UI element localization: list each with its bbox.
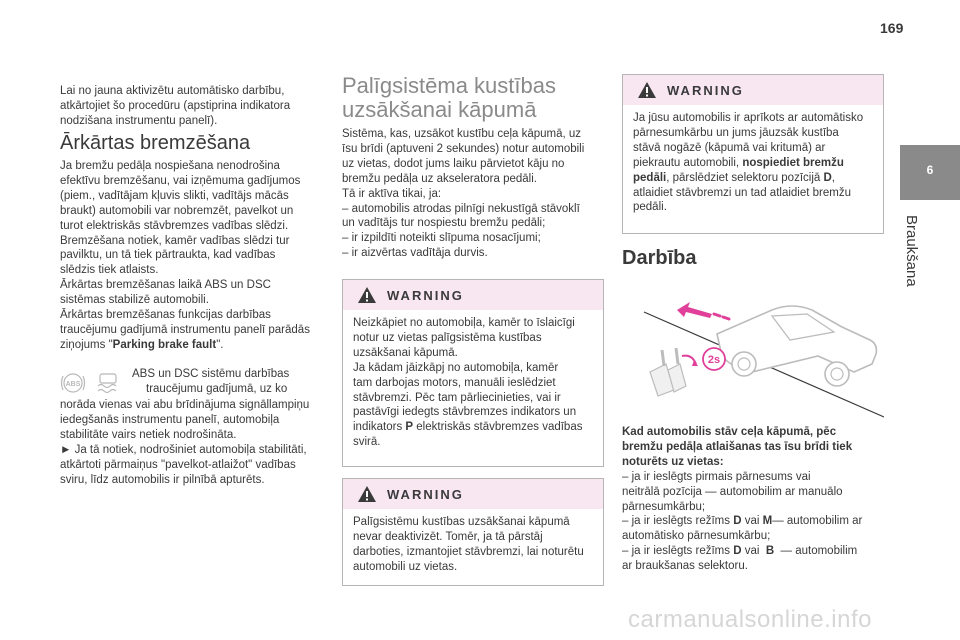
text-line: svirā. [353,436,381,449]
fault-prefix: ziņojums " [60,338,113,351]
warning-header [343,280,603,310]
text-line: traucējumu gadījumā instrumentu panelī parādās [60,323,310,336]
text-line: bremžu pedāļa atlaišanas tas īsu brīdi tiek [622,440,853,453]
text-line: pastāvīgi iedegts stāvbremzes indikators un [353,406,577,419]
text-line: darboties, izmantojiet stāvbremzi, lai noturētu [353,545,584,558]
text-fragment: elektriskās stāvbremzes vadības [413,421,583,434]
text-line: Kad automobilis stāv ceļa kāpumā, pēc [622,426,837,438]
warning-title: WARNING [387,287,464,303]
text-line: ► Ja tā notiek, nodrošiniet automobiļa stabilitāti, [60,443,307,456]
text-line: Ja jūsu automobilis ir aprīkots ar automātisko [633,112,864,124]
text-line: stabilitāte vairs netiek nodrošināta. [60,428,237,441]
section-heading-hill-start [342,74,604,122]
text-line: Neizkāpiet no automobiļa, kamēr to īslaicīgi [353,317,575,329]
fault-suffix: ". [216,338,224,351]
warning-box-2 [342,478,604,586]
chapter-tab [900,145,960,200]
watermark: carmanualsonline.info [628,606,872,633]
text-line: Ja kādam jāizkāpj no automobiļa, kamēr [353,361,559,374]
text-line: – ir aizvērtas vadītāja durvis. [342,247,488,260]
fault-message-line [60,338,312,353]
text-line: turot elektriskās stāvbremzes vadības slēdzi. [60,219,289,232]
hill-start-illustration [622,282,884,420]
chapter-label-wrap [903,215,925,295]
text-line: stāvā nogāzē (kāpumā vai kritumā) ar [633,141,826,154]
text-line: atlaidiet stāvbremzi un tad atlaidiet bremžu [633,186,851,199]
text-line: bremžu pedāļa uz akseleratora pedāli. [342,172,537,185]
abs-dsc-lamp-icon [60,368,130,398]
direction-arrow-icon [677,302,729,319]
text-line [622,544,884,559]
car-silhouette [717,306,876,386]
car-on-slope-illustration [622,282,884,420]
text-line: pavilktu, un tā tiek pārtraukta, kad vadības [60,249,276,262]
warning-title: WARNING [667,82,744,98]
heading-line: Palīgsistēma kustības [342,73,556,98]
text-line: pedāli. [633,201,667,214]
intro-line: atkārtojiet šo procedūru (apstiprina indikatora [60,99,291,112]
text-line: sistēmas stabilizē automobili. [60,294,209,307]
text-line: efektīvu bremzēšanu, vai izņēmuma gadījumos [60,174,301,187]
text-fragment: vai [741,515,763,528]
text-line: Palīgsistēmu kustības uzsākšanai kāpumā [353,516,570,528]
text-line: tam darbojas motors, manuāli ieslēdziet [353,376,556,389]
text-line: traucējumu gadījumā, uz ko [146,382,288,395]
mode-b: B [765,545,775,558]
section-heading-operation: Darbība [622,247,697,269]
pedals-icon [650,348,698,396]
warning-triangle-icon [357,286,377,304]
text-line: nevar deaktivizēt. Tomēr, ja tā pārstāj [353,530,543,543]
mode-d: D [733,545,742,558]
hill-start-text [342,127,604,261]
text-line: sviru, līdz automobilis ir pilnībā apturēts. [60,473,265,486]
text-line [353,420,593,435]
intro-text [60,84,310,129]
operation-text [622,425,884,574]
text-fragment: , pārslēdziet selektoru pozīcijā [666,171,824,184]
text-fragment: vai [741,545,766,558]
text-line: uzsākšanai kāpumā. [353,346,458,359]
text-line: iedegšanās instrumentu panelī, automobiļa [60,413,280,426]
two-second-timer-icon [703,348,725,370]
text-line: (piem., vadītājam kļuvis slikti, vadītājs mācās [60,189,289,202]
text-line: neitrālā pozīcija — automobilim ar manuālo [622,485,843,498]
text-line: – ir izpildīti noteikti slīpuma nosacījumi; [342,232,541,245]
text-line: notur uz vietas palīgsistēma kustības [353,331,542,344]
warning-triangle-icon [637,81,657,99]
text-line: Ja bremžu pedāļa nospiešana nenodrošina [60,160,280,172]
text-emphasis: D [823,171,832,184]
abs-dsc-rest-text [60,398,312,487]
text-line: – ja ir ieslēgts pirmais pārnesums vai [622,470,811,483]
text-line [633,156,873,171]
text-line: pārnesumkārbu; [622,500,706,513]
warning-box-3 [622,74,884,234]
text-fragment: – ja ir ieslēgts režīms [622,545,734,558]
warning-header [343,479,603,509]
text-fragment: piekrautu automobili, [633,156,743,169]
text-line: ar braukšanas selektoru. [622,560,748,573]
text-line: un vadītājs tur nospiestu bremžu pedāli; [342,217,546,230]
text-line: Sistēma, kas, uzsākot kustību ceļa kāpumā, uz [342,128,582,140]
text-emphasis: nospiediet bremžu [742,156,844,169]
text-fragment: – ja ir ieslēgts režīms [622,515,734,528]
text-emphasis: pedāli [633,171,667,184]
warning-header [623,75,883,105]
fault-message: Parking brake fault [112,338,217,351]
text-line: Bremzēšana notiek, kamēr vadības slēdzi tur [60,234,290,247]
page-number: 169 [880,20,904,36]
text-line: slēdzis tiek atlaists. [60,264,159,277]
text-line: atkārtoti pārmaiņus "pavelkot-atlaižot" vadības [60,458,296,471]
abs-icon-label: ABS [65,381,81,388]
text-line: Tā ir aktīva tikai, ja: [342,187,442,200]
abs-dsc-text [132,367,312,397]
warning-body [343,509,603,575]
intro-line: nodzišana instrumentu panelī). [60,114,218,127]
text-line: Ārkārtas bremzēšanas laikā ABS un DSC [60,279,271,292]
text-line: pārnesumkārbu un jums jāuzsāk kustība [633,126,839,139]
warning-lamp-icons [60,368,130,398]
text-line [633,171,873,186]
chapter-label: Braukšana [903,215,920,287]
text-line: norāda vienas vai abu brīdinājuma signāllampiņu [60,399,310,411]
text-fragment: indikators [353,421,406,434]
text-line: ABS un DSC sistēmu darbības [132,368,290,380]
mode-d: D [733,515,742,528]
text-line: Ārkārtas bremzēšanas funkcijas darbības [60,309,271,322]
text-fragment: — automobilim ar [772,515,863,528]
text-line: automobili uz vietas. [353,560,458,573]
warning-title: WARNING [387,486,464,502]
text-line: noturēts uz vietas: [622,455,724,468]
warning-body [343,310,603,450]
section-heading-emergency-braking: Ārkārtas bremzēšana [60,132,251,154]
text-fragment: — automobilim [774,545,858,558]
warning-body [623,105,883,215]
text-line: īsu brīdi (aptuveni 2 sekundes) notur automobili [342,142,585,155]
emergency-braking-text [60,159,312,353]
text-line: stāvbremzi. Pēc tam pārliecinieties, vai ir [353,391,561,404]
text-line: uz vietas, dodot jums laiku pārvietot kāju no [342,157,565,170]
warning-triangle-icon [357,485,377,503]
chapter-number: 6 [926,163,934,177]
timer-label: 2s [707,354,721,366]
intro-line: Lai no jauna aktivizētu automātisko darbību, [60,85,285,97]
text-line: – automobilis atrodas pilnīgi nekustīgā stāvoklī [342,202,580,215]
text-line [622,514,884,529]
indicator-p: P [405,421,414,434]
text-line: automātisko pārnesumkārbu; [622,530,771,543]
warning-box-1 [342,279,604,467]
text-fragment: , [831,171,835,184]
mode-m: M [762,515,773,528]
heading-line: uzsākšanai kāpumā [342,97,537,122]
text-line: braukt) automobili var nobremzēt, pavelkot un [60,204,294,217]
